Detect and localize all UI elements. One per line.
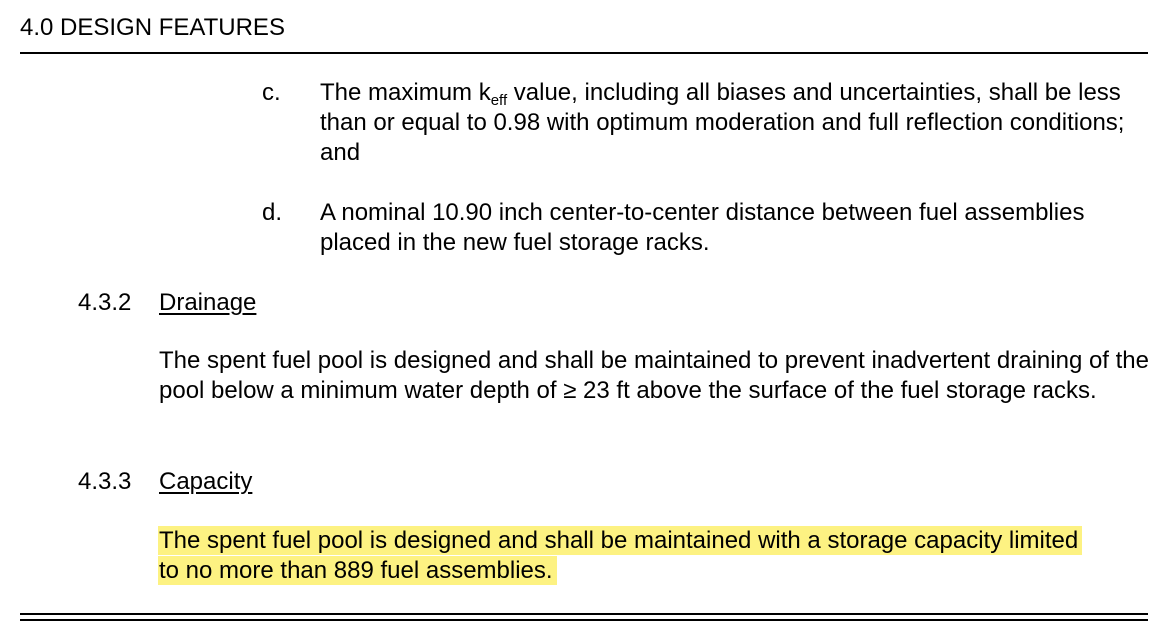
item-c-text [320,78,1150,168]
footer-divider-bottom [20,619,1148,621]
item-d-text: A nominal 10.90 inch center-to-center distance between fuel assemblies placed in the new fuel storage racks. [320,199,1085,256]
section-number-drainage: 4.3.2 [78,289,132,316]
section-title-capacity: Capacity [159,468,253,495]
section-body-capacity [159,526,1104,586]
page-header-title: 4.0 DESIGN FEATURES [20,14,285,41]
item-c-text-start: The maximum k [320,79,491,106]
item-c-letter: c. [262,79,281,106]
section-body-drainage: The spent fuel pool is designed and shall be maintained to prevent inadvertent draining of the pool below a minimum water depth of ≥ 23 ft above the surface of the fuel storage racks. [159,347,1149,404]
section-title-drainage: Drainage [159,289,257,316]
footer-divider-top [20,613,1148,615]
header-divider [20,52,1148,54]
keff-subscript: eff [490,92,508,109]
highlighted-text: The spent fuel pool is designed and shall be maintained with a storage capacity limited to no more than 889 fuel assemblies. [158,526,1082,585]
item-c-text-end: value, including all biases and uncertainties, shall be less than or equal to 0.98 with optimum moderation and full reflection conditions; and [320,79,1125,166]
section-number-capacity: 4.3.3 [78,468,132,495]
item-d-letter: d. [262,199,283,226]
